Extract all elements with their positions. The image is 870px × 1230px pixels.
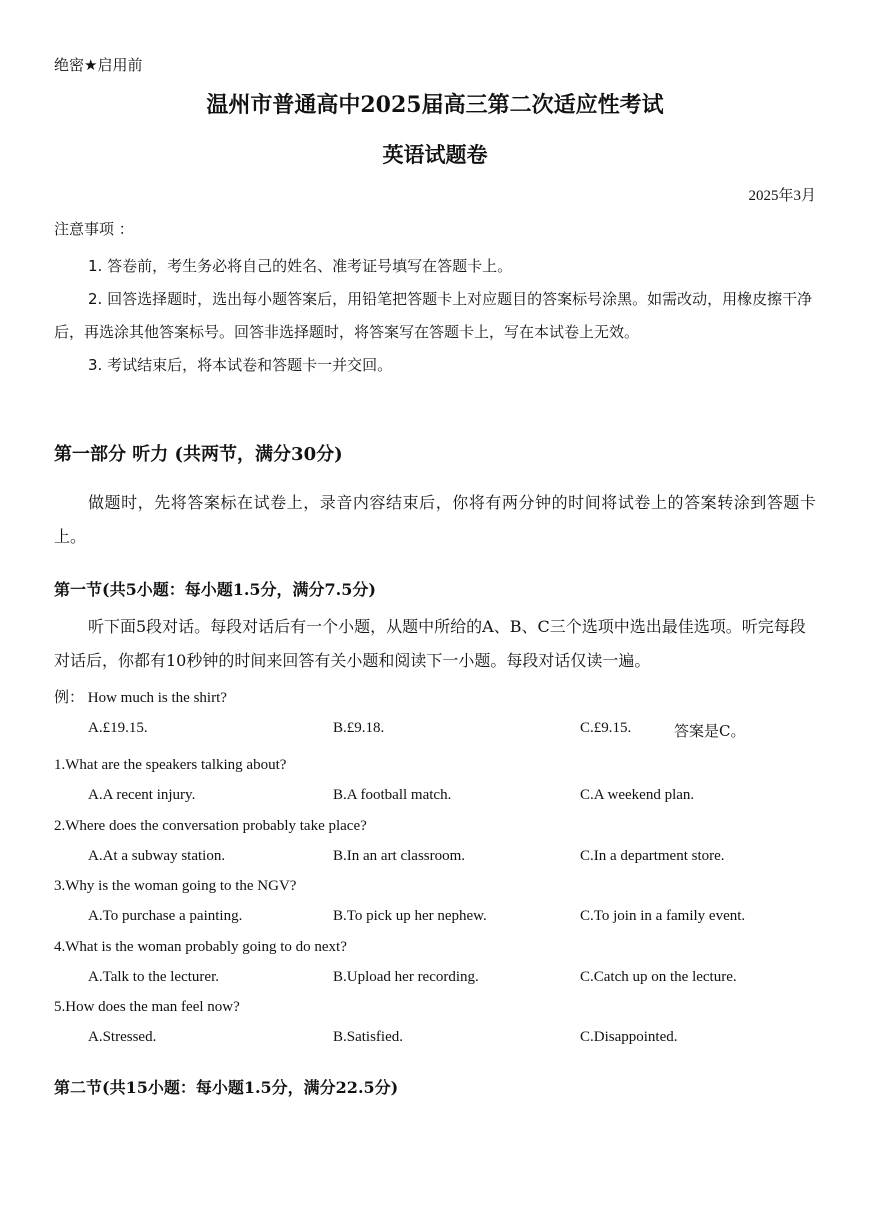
exam-subtitle: 英语试题卷 — [382, 142, 488, 167]
question-5-stem: 5.How does the man feel now? — [54, 999, 240, 1015]
question-5-option-a: A.Stressed. — [88, 1029, 157, 1045]
question-4-stem: 4.What is the woman probably going to do next? — [54, 939, 347, 955]
question-2-option-b: B.In an art classroom. — [333, 848, 466, 864]
example-stem: 例： How much is the shirt? — [54, 690, 227, 706]
notes-heading: 注意事项 ： — [54, 220, 134, 238]
question-5-option-b: B.Satisfied. — [333, 1029, 403, 1045]
question-2-option-a: A.At a subway station. — [88, 848, 226, 864]
note-item: 1. 答卷前，考生务必将自己的姓名、准考证号填写在答题卡上。 — [88, 257, 513, 275]
part1-title: 第一部分 听力 (共两节，满分30分) — [54, 444, 343, 465]
note-item: 2. 回答选择题时，选出每小题答案后，用铅笔把答题卡上对应题目的答案标号涂黑。如需改动，用橡皮擦干净后，再选涂其他答案标号。回答非选择题时，将答案写在答题卡上，写在本试卷上无效。 — [54, 290, 813, 341]
example-option-c: C.£9.15. — [580, 720, 632, 736]
question-4-option-a: A.Talk to the lecturer. — [88, 969, 219, 985]
exam-date: 2025年3月 — [748, 188, 816, 204]
question-1-option-b: B.A football match. — [333, 787, 452, 803]
section1-intro: 听下面5段对话。每段对话后有一个小题，从题中所给的A、B、C三个选项中选出最佳选项。听完每段对话后，你都有10秒钟的时间来回答有关小题和阅读下一小题。每段对话仅读一遍。 — [54, 617, 806, 670]
question-2-option-c: C.In a department store. — [580, 848, 725, 864]
part1-intro: 做题时，先将答案标在试卷上，录音内容结束后，你将有两分钟的时间将试卷上的答案转涂到答题卡上。 — [54, 493, 816, 546]
example-option-a: A.£19.15. — [88, 720, 148, 736]
section2-title: 第二节(共15小题：每小题1.5分，满分22.5分) — [54, 1078, 399, 1097]
question-3-option-a: A.To purchase a painting. — [88, 908, 243, 924]
example-option-b: B.£9.18. — [333, 720, 385, 736]
question-1-stem: 1.What are the speakers talking about? — [54, 757, 287, 773]
section1-title: 第一节(共5小题：每小题1.5分，满分7.5分) — [54, 580, 376, 599]
exam-title: 温州市普通高中2025届高三第二次适应性考试 — [206, 92, 664, 118]
question-2-stem: 2.Where does the conversation probably take place? — [54, 818, 367, 834]
question-3-option-c: C.To join in a family event. — [580, 908, 746, 924]
question-4-option-c: C.Catch up on the lecture. — [580, 969, 737, 985]
question-4-option-b: B.Upload her recording. — [333, 969, 479, 985]
notes-list — [54, 250, 816, 382]
note-item: 3. 考试结束后，将本试卷和答题卡一并交回。 — [88, 356, 393, 374]
question-5-option-c: C.Disappointed. — [580, 1029, 678, 1045]
question-1-option-a: A.A recent injury. — [88, 787, 196, 803]
question-3-stem: 3.Why is the woman going to the NGV? — [54, 878, 297, 894]
question-3-option-b: B.To pick up her nephew. — [333, 908, 487, 924]
question-1-option-c: C.A weekend plan. — [580, 787, 695, 803]
confidential-mark: 绝密★启用前 — [54, 56, 143, 74]
example-answer: 答案是C。 — [674, 722, 746, 740]
